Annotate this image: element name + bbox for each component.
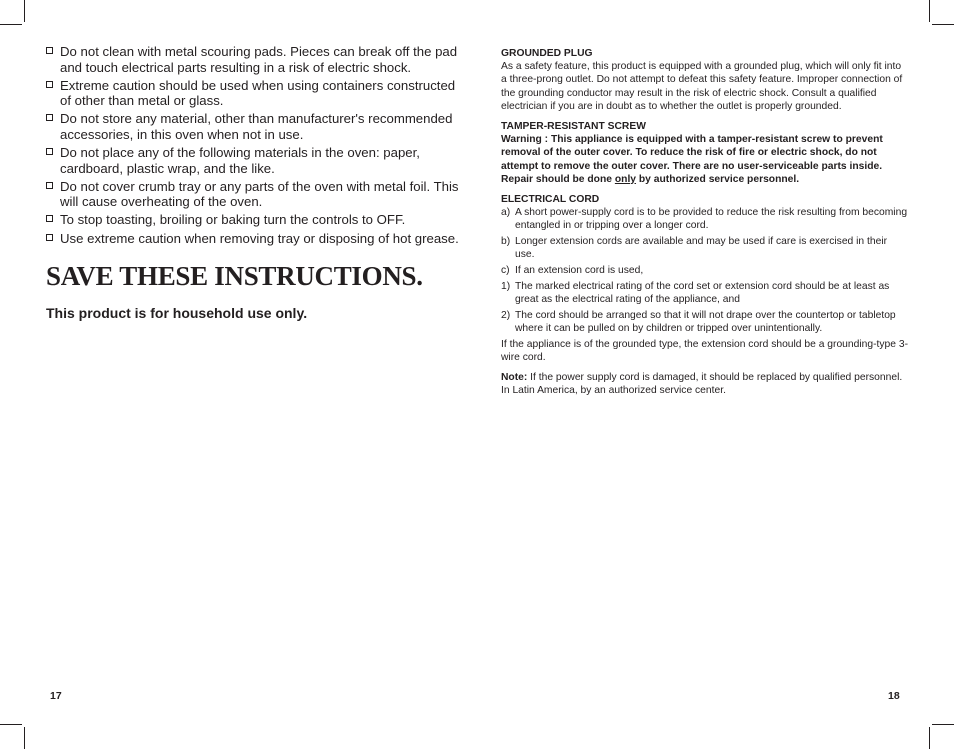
crop-mark bbox=[24, 0, 25, 22]
grounding-type-text: If the appliance is of the grounded type, the extension cord should be a grounding-type 3-wire cord. bbox=[501, 338, 909, 363]
bullet-item: Do not cover crumb tray or any parts of the oven with metal foil. This will cause overheating of the oven. bbox=[46, 179, 461, 210]
page-number-right: 18 bbox=[888, 690, 900, 702]
right-page bbox=[501, 47, 909, 397]
crop-mark bbox=[932, 24, 954, 25]
power-cord-note: Note: If the power supply cord is damaged, it should be replaced by qualified personnel. In Latin America, by an authorized service center. bbox=[501, 371, 903, 397]
list-item: 1) The marked electrical rating of the cord set or extension cord should be at least as great as the electrical rating of the appliance, and bbox=[501, 280, 890, 305]
list-item: c) If an extension cord is used, bbox=[501, 265, 644, 277]
checkbox-bullet-icon bbox=[46, 182, 53, 189]
crop-mark bbox=[932, 724, 954, 725]
bullet-item: Do not place any of the following materials in the oven: paper, cardboard, plastic wrap, and the like. bbox=[46, 145, 461, 176]
electrical-cord-heading: ELECTRICAL CORD bbox=[501, 194, 600, 206]
crop-mark bbox=[0, 724, 22, 725]
checkbox-bullet-icon bbox=[46, 114, 53, 121]
bullet-item: Do not clean with metal scouring pads. Pieces can break off the pad and touch electrical parts resulting in a risk of electric shock. bbox=[46, 44, 461, 75]
cord-item-list bbox=[501, 206, 909, 335]
bullet-item: To stop toasting, broiling or baking turn the controls to OFF. bbox=[46, 212, 461, 228]
checkbox-bullet-icon bbox=[46, 81, 53, 88]
tamper-screw-heading: TAMPER-RESISTANT SCREW bbox=[501, 121, 646, 133]
page-number-left: 17 bbox=[50, 690, 62, 702]
checkbox-bullet-icon bbox=[46, 215, 53, 222]
bullet-item: Do not store any material, other than manufacturer's recommended accessories, in this oven when not in use. bbox=[46, 111, 461, 142]
crop-mark bbox=[929, 0, 930, 22]
bullet-item: Use extreme caution when removing tray or disposing of hot grease. bbox=[46, 231, 461, 247]
crop-mark bbox=[0, 24, 22, 25]
safety-bullet-list bbox=[46, 44, 461, 246]
household-use-note: This product is for household use only. bbox=[46, 305, 308, 322]
bullet-item: Extreme caution should be used when using containers constructed of other than metal or glass. bbox=[46, 78, 461, 109]
left-page bbox=[46, 44, 461, 322]
tamper-warning-text: Warning : This appliance is equipped with a tamper-resistant screw to prevent removal of the outer cover. To reduce the risk of fire or electric shock, do not attempt to remove the outer cover. There are no user-serviceable parts inside. Repair should be done only by authorized service personnel. bbox=[501, 134, 883, 185]
crop-mark bbox=[929, 727, 930, 749]
list-item: b) Longer extension cords are available and may be used if care is exercised in their use. bbox=[501, 236, 888, 261]
grounded-plug-heading: GROUNDED PLUG bbox=[501, 48, 593, 59]
list-item: a) A short power-supply cord is to be provided to reduce the risk resulting from becoming entangled in or tripping over a longer cord. bbox=[501, 207, 908, 232]
crop-mark bbox=[24, 727, 25, 749]
checkbox-bullet-icon bbox=[46, 234, 53, 241]
checkbox-bullet-icon bbox=[46, 47, 53, 54]
checkbox-bullet-icon bbox=[46, 148, 53, 155]
list-item: 2) The cord should be arranged so that it will not drape over the countertop or tabletop where it can be pulled on by children or tripped over unintentionally. bbox=[501, 309, 896, 334]
save-instructions-heading: SAVE THESE INSTRUCTIONS. bbox=[46, 261, 423, 292]
grounded-plug-text: As a safety feature, this product is equipped with a grounded plug, which will only fit into a three-prong outlet. Do not attempt to defeat this safety feature. Improper connection of the grounding conductor may result in the risk of electric shock. Consult a qualified electrician if you are in doubt as to whether the outlet is properly grounded. bbox=[501, 61, 903, 112]
